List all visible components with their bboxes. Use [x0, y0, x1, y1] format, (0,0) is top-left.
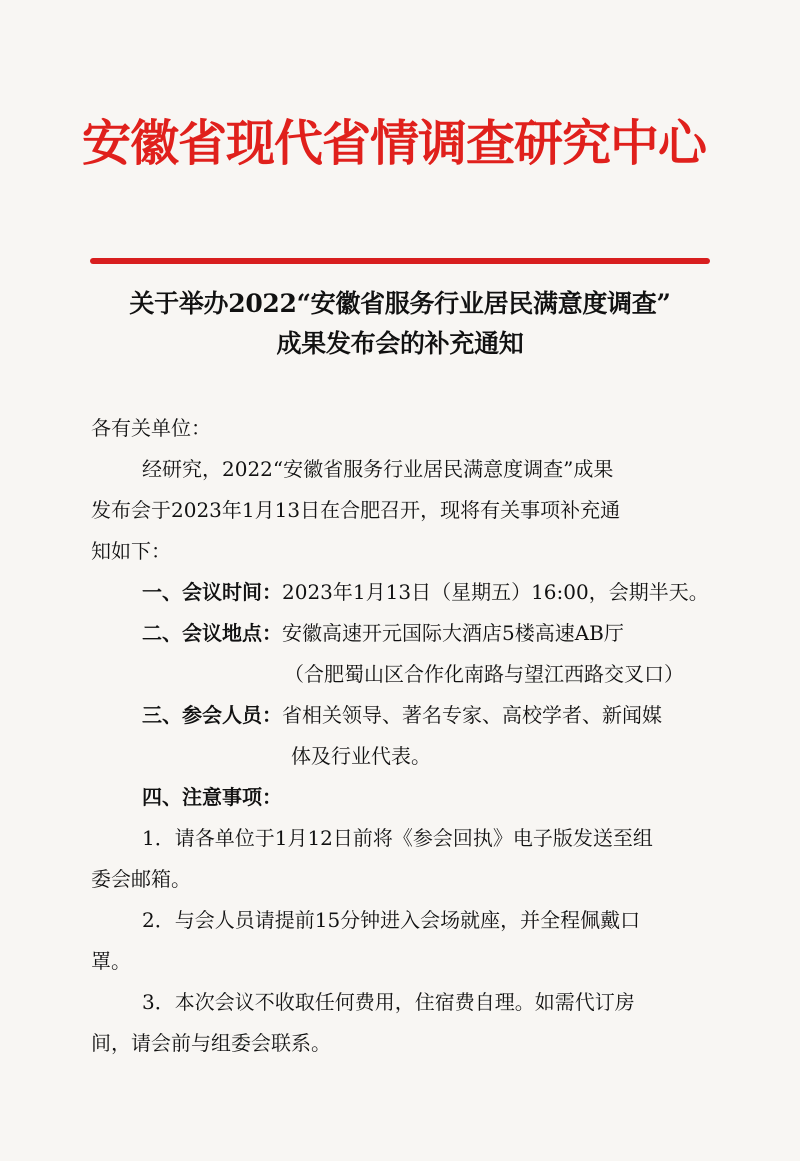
- intro-line-1: 经研究，2022“安徽省服务行业居民满意度调查”成果: [142, 457, 614, 481]
- attendees-value-line-2: 体及行业代表。: [291, 744, 431, 768]
- notice-title-line-1: 关于举办2022“安徽省服务行业居民满意度调查”: [129, 289, 671, 318]
- red-divider-rule: [90, 258, 710, 264]
- note-1-line-1: 1．请各单位于1月12日前将《参会回执》电子版发送至组: [142, 826, 653, 850]
- item-meeting-place: [142, 621, 624, 646]
- note-2-line-2: 罩。: [91, 949, 131, 973]
- item-meeting-time: [142, 580, 709, 605]
- note-2-line-1: 2．与会人员请提前15分钟进入会场就座，并全程佩戴口: [142, 908, 641, 932]
- note-1-line-2: 委会邮箱。: [91, 867, 191, 891]
- attendees-label: 三、参会人员：: [142, 703, 282, 727]
- attendees-value-line-1: 省相关领导、著名专家、高校学者、新闻媒: [282, 703, 662, 727]
- meeting-place-label: 二、会议地点：: [142, 621, 282, 645]
- note-3-line-1: 3．本次会议不收取任何费用，住宿费自理。如需代订房: [142, 990, 635, 1014]
- meeting-time-label: 一、会议时间：: [142, 580, 282, 604]
- note-3-line-2: 间，请会前与组委会联系。: [91, 1031, 331, 1055]
- meeting-place-note: （合肥蜀山区合作化南路与望江西路交叉口）: [284, 662, 684, 686]
- salutation: 各有关单位：: [91, 416, 211, 440]
- masthead-org-name: 安徽省现代省情调查研究中心: [82, 115, 707, 172]
- meeting-time-value: 2023年1月13日（星期五）16:00，会期半天。: [282, 580, 709, 604]
- notes-heading: 四、注意事项：: [142, 785, 282, 809]
- notice-title-line-2: 成果发布会的补充通知: [276, 329, 524, 358]
- item-attendees: [142, 703, 662, 728]
- intro-line-2: 发布会于2023年1月13日在合肥召开，现将有关事项补充通: [91, 498, 621, 522]
- meeting-place-value: 安徽高速开元国际大酒店5楼高速AB厅: [282, 621, 624, 645]
- intro-line-3: 知如下：: [91, 539, 171, 563]
